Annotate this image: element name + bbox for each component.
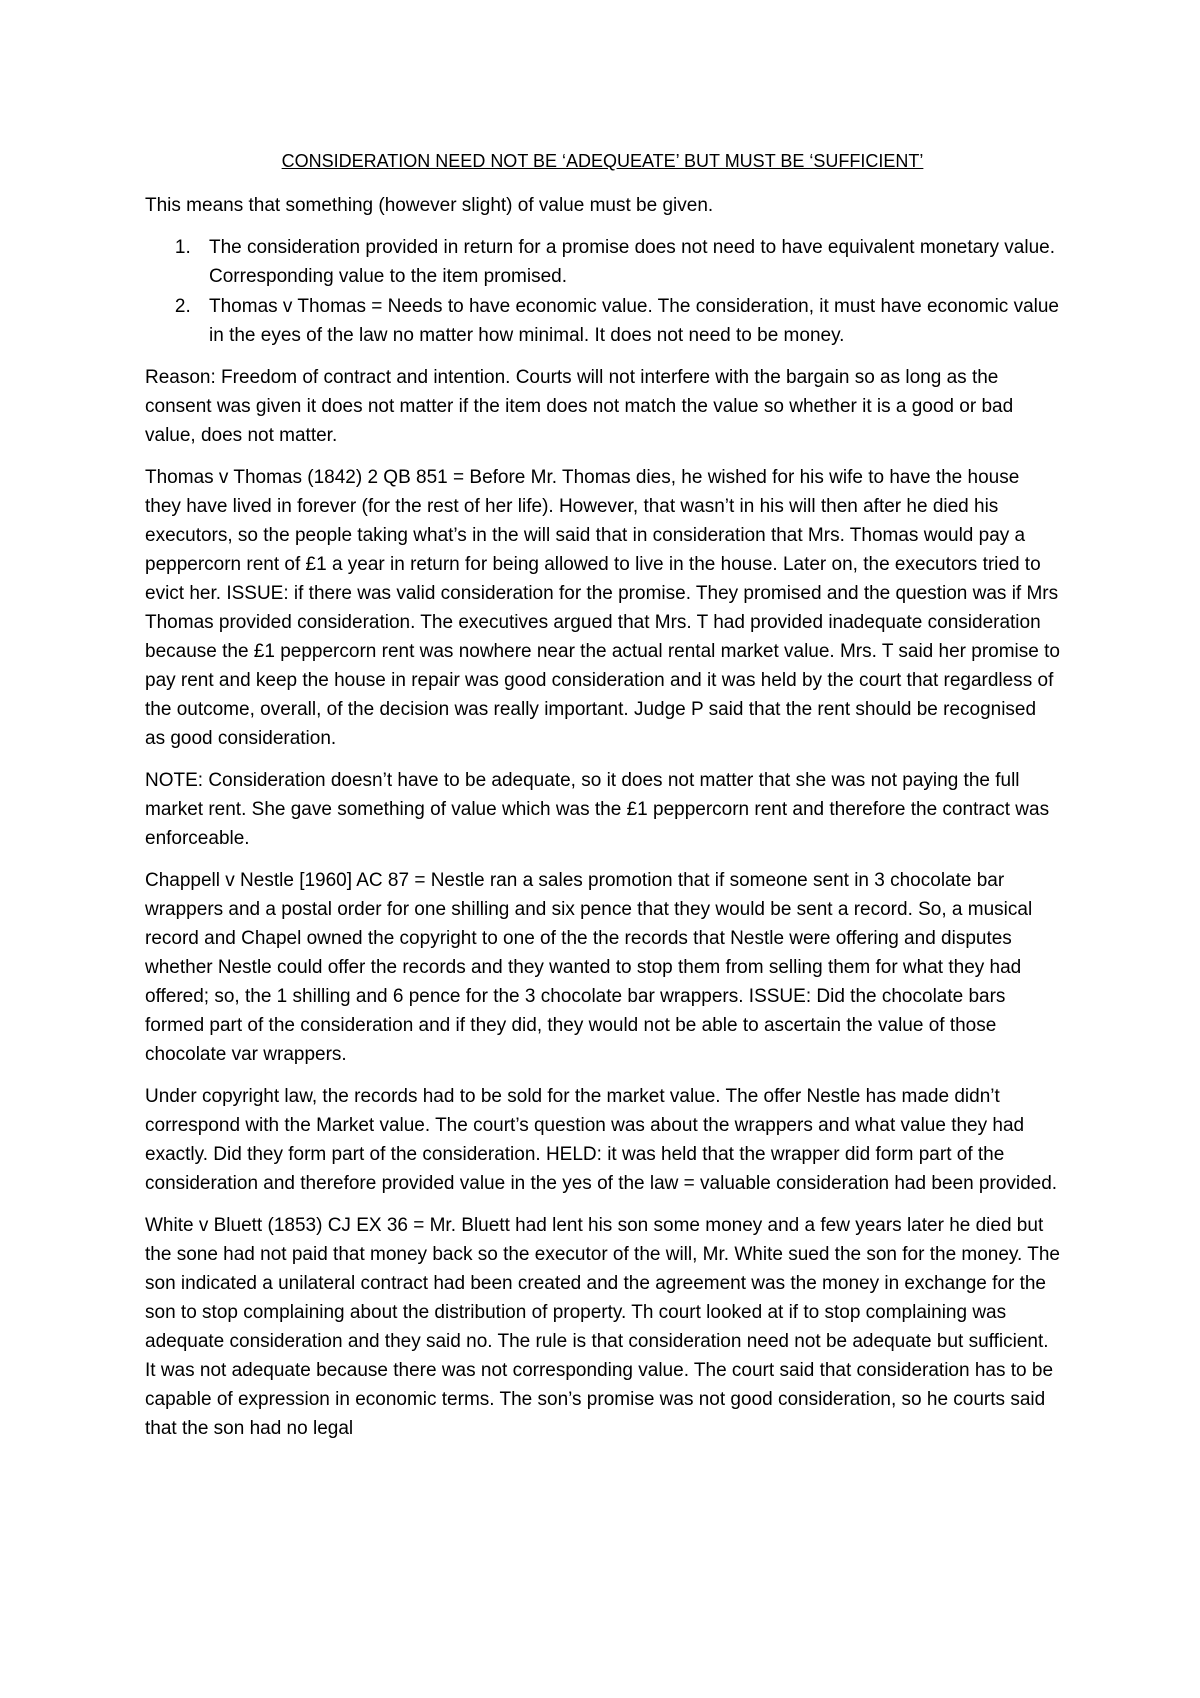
copyright-law-paragraph: Under copyright law, the records had to be sold for the market value. The offer Nestle has made didn’t correspond with the Market value. The court’s question was about the wrappers and what value they had exactly. Did they form part of the consideration. HELD: it was held that the wrapper did form part of the consideration and therefore provided value in the yes of the law = valuable consideration had been provided. <box>145 1086 1058 1194</box>
list-item: 1. The consideration provided in return for a promise does not need to have equivalent monetary value. Corresponding value to the item promised. <box>196 233 1060 291</box>
list-item: 2. Thomas v Thomas = Needs to have economic value. The consideration, it must have economic value in the eyes of the law no matter how minimal. It does not need to be money. <box>196 292 1060 350</box>
chappell-v-nestle-paragraph: Chappell v Nestle [1960] AC 87 = Nestle ran a sales promotion that if someone sent in 3 chocolate bar wrappers and a postal order for one shilling and six pence that they would be sent a record. So, a musical record and Chapel owned the copyright to one of the the records that Nestle were offering and disputes whether Nestle could offer the records and they wanted to stop them from selling them for what they had offered; so, the 1 shilling and 6 pence for the 3 chocolate bar wrappers. ISSUE: Did the chocolate bars formed part of the consideration and if they did, they would not be able to ascertain the value of those chocolate var wrappers. <box>145 870 1033 1065</box>
reason-paragraph: Reason: Freedom of contract and intention. Courts will not interfere with the bargain so as long as the consent was given it does not matter if the item does not match the value so whether it is a good or bad value, does not matter. <box>145 367 1014 446</box>
white-v-bluett-paragraph: White v Bluett (1853) CJ EX 36 = Mr. Bluett had lent his son some money and a few years later he died but the sone had not paid that money back so the executor of the will, Mr. White sued the son for the money. The son indicated a unilateral contract had been created and the agreement was the money in exchange for the son to stop complaining about the distribution of property. Th court looked at if to stop complaining was adequate consideration and they said no. The rule is that consideration need not be adequate but sufficient. It was not adequate because there was not corresponding value. The court said that consideration has to be capable of expression in economic terms. The son’s promise was not good consideration, so he courts said that the son had no legal <box>145 1215 1060 1439</box>
note-paragraph: NOTE: Consideration doesn’t have to be adequate, so it does not matter that she was not paying the full market rent. She gave something of value which was the £1 peppercorn rent and therefore the contract was enforceable. <box>145 770 1050 849</box>
thomas-v-thomas-paragraph: Thomas v Thomas (1842) 2 QB 851 = Before Mr. Thomas dies, he wished for his wife to have the house they have lived in forever (for the rest of her life). However, that wasn’t in his will then after he died his executors, so the people taking what’s in the will said that in consideration that Mrs. Thomas would pay a peppercorn rent of £1 a year in return for being allowed to live in the house. Later on, the executors tried to evict her. ISSUE: if there was valid consideration for the promise. They promised and the question was if Mrs Thomas provided consideration. The executives argued that Mrs. T had provided inadequate consideration because the £1 peppercorn rent was nowhere near the actual rental market value. Mrs. T said her promise to pay rent and keep the house in repair was good consideration and it was held by the court that regardless of the outcome, overall, of the decision was really important. Judge P said that the rent should be recognised as good consideration. <box>145 467 1060 749</box>
document-title: CONSIDERATION NEED NOT BE ‘ADEQUEATE’ BUT MUST BE ‘SUFFICIENT’ <box>281 151 924 171</box>
numbered-list <box>145 233 1060 350</box>
intro-paragraph: This means that something (however slight) of value must be given. <box>145 195 714 216</box>
